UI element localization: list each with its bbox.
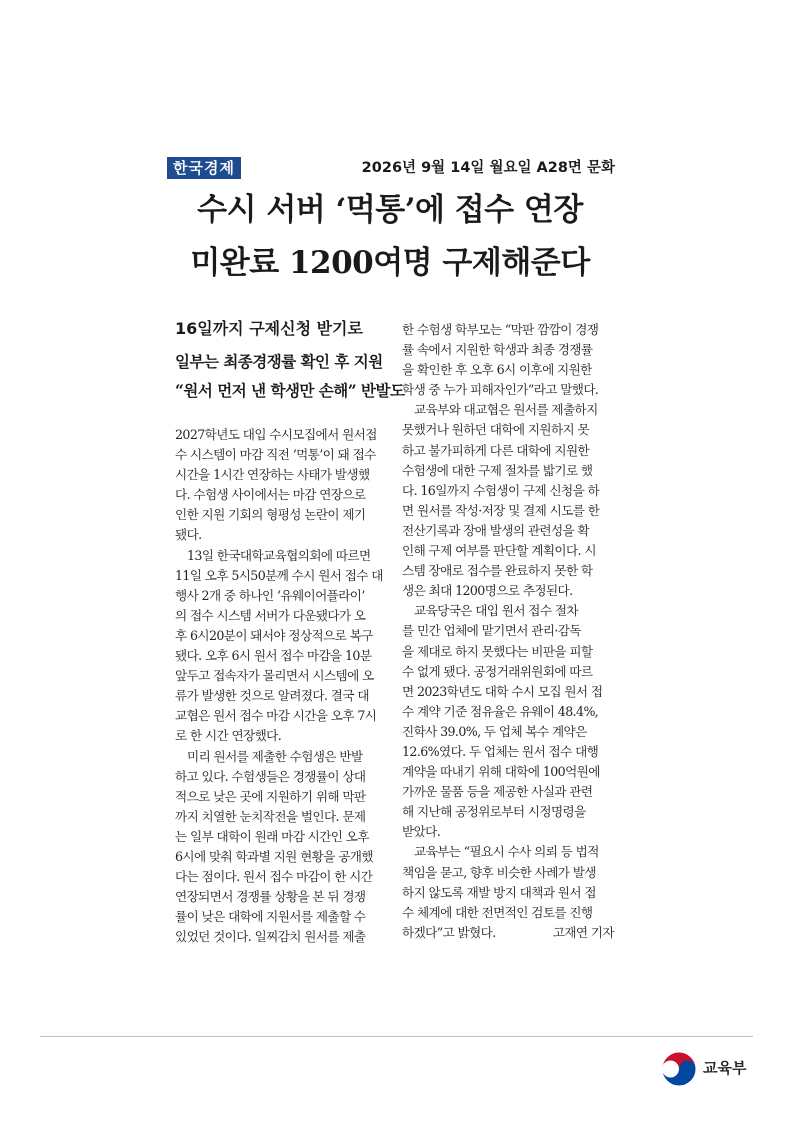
article-line: 시간을 1시간 연장하는 사태가 발생했: [175, 467, 370, 483]
article-line: 12.6%였다. 두 업체는 원서 접수 대행: [402, 743, 599, 759]
article-line: 교육부와 대교협은 원서를 제출하지: [414, 402, 598, 418]
article-line: 됐다.: [175, 527, 202, 543]
article-column-right: [402, 320, 614, 943]
article-line: 로 한 시간 연장했다.: [175, 728, 282, 744]
article-line: 해 지난해 공정위로부터 시정명령을: [402, 804, 586, 820]
article-line: 연장되면서 경쟁률 상황을 본 뒤 경쟁: [175, 889, 366, 905]
article-line: 다는 점이다. 원서 접수 마감이 한 시간: [175, 869, 373, 885]
article-line: 교협은 원서 접수 마감 시간을 오후 7시: [175, 708, 377, 724]
article-line: 류가 발생한 것으로 알려졌다. 결국 대: [175, 688, 369, 704]
headline-line-2: 미완료 1200여명 구제해준다: [190, 245, 590, 281]
taegeuk-emblem-icon: [660, 1050, 698, 1088]
article-line: 인한 지원 기회의 형평성 논란이 제기: [175, 507, 366, 523]
masthead: [167, 157, 615, 179]
article-line: 계약을 따내기 위해 대학에 100억원에: [402, 764, 600, 780]
subheading-primary: 16일까지 구제신청 받기로: [175, 319, 363, 338]
article-line: 하고 있다. 수험생들은 경쟁률이 상대: [175, 768, 366, 784]
article-line: 인해 구제 여부를 판단할 계획이다. 시: [402, 543, 596, 559]
subheading-secondary: 일부는 최종경쟁률 확인 후 지원: [175, 352, 383, 371]
article-line: 면 원서를 작성·저장 및 결제 시도를 한: [402, 502, 600, 518]
article-line: 후 6시20분이 돼서야 정상적으로 복구: [175, 627, 373, 643]
article-column-left: [175, 425, 387, 947]
article-line: 수 없게 됐다. 공정거래위원회에 따르: [402, 663, 593, 679]
dateline: 2026년 9월 14일 월요일 A28면 문화: [361, 160, 615, 176]
article-line: 까지 치열한 눈치작전을 벌인다. 문제: [175, 808, 366, 824]
article-line: [402, 923, 614, 943]
article-line: 을 확인한 후 오후 6시 이후에 지원한: [402, 362, 592, 378]
article-line: 교육당국은 대입 원서 접수 절차: [414, 603, 578, 619]
article-line: 다. 수험생 사이에서는 마감 연장으로: [175, 487, 366, 503]
article-line: 수험생에 대한 구제 절차를 밟기로 했: [402, 462, 593, 478]
article-line: 생은 최대 1200명으로 추정된다.: [402, 583, 573, 599]
article-line: 전산기록과 장애 발생의 관련성을 확: [402, 522, 590, 538]
article-closing-text: 하겠다”고 밝혔다.: [402, 924, 496, 940]
byline: 고재연 기자: [552, 924, 614, 940]
article-line: 는 일부 대학이 원래 마감 시간인 오후: [175, 828, 369, 844]
article-line: 을 제대로 하지 못했다는 비판을 피할: [402, 643, 593, 659]
article-line: 적으로 낮은 곳에 지원하기 위해 막판: [175, 788, 366, 804]
article-line: 됐다. 오후 6시 원서 접수 마감을 10분: [175, 648, 372, 664]
newspaper-logo: 한국경제: [167, 157, 241, 179]
article-line: 스템 장애로 접수를 완료하지 못한 학: [402, 563, 593, 579]
article-line: 2027학년도 대입 수시모집에서 원서접: [175, 427, 377, 442]
article-line: 6시에 맞춰 학과별 지원 현황을 공개했: [175, 848, 373, 864]
article-line: 한 수험생 학부모는 “막판 깜깜이 경쟁: [402, 322, 599, 337]
article-line: 면 2023학년도 대학 수시 모집 원서 접: [402, 683, 603, 699]
article-line: 교육부는 “필요시 수사 의뢰 등 법적: [414, 844, 599, 860]
article-line: 하지 않도록 재발 방지 대책과 원서 접: [402, 884, 596, 900]
article-line: 행사 2개 중 하나인 ‘유웨이어플라이’: [175, 587, 365, 603]
article-line: 률이 낮은 대학에 지원서를 제출할 수: [175, 909, 366, 925]
article-line: 있었던 것이다. 일찌감치 원서를 제출: [175, 929, 366, 945]
article-line: 학생 중 누가 피해자인가”라고 말했다.: [402, 382, 599, 398]
article-line: 가까운 물품 등을 제공한 사실과 관련: [402, 784, 593, 800]
article-line: 수 계약 기준 점유율은 유웨이 48.4%,: [402, 703, 599, 719]
article-line: 를 민간 업체에 맡기면서 관리·감독: [402, 623, 581, 639]
article-line: 수 시스템이 마감 직전 ‘먹통’이 돼 접수: [175, 447, 376, 463]
article-line: 11일 오후 5시50분께 수시 원서 접수 대: [175, 567, 383, 583]
article-line: 진학사 39.0%, 두 업체 복수 계약은: [402, 723, 587, 739]
article-line: 앞두고 접속자가 몰리면서 시스템에 오: [175, 668, 374, 684]
article-line: 률 속에서 지원한 학생과 최종 경쟁률: [402, 342, 593, 358]
article-line: 수 체계에 대한 전면적인 검토를 진행: [402, 904, 593, 920]
footer-divider: [40, 1036, 753, 1037]
article-line: 13일 한국대학교육협의회에 따르면: [187, 547, 371, 563]
headline-line-1: 수시 서버 ‘먹통’에 접수 연장: [197, 192, 583, 228]
ministry-name: 교육부: [703, 1059, 747, 1077]
subheading-tertiary: “원서 먼저 낸 학생만 손해” 반발도: [175, 381, 405, 400]
article-line: 다. 16일까지 수험생이 구제 신청을 하: [402, 482, 600, 498]
article-line: 미리 원서를 제출한 수험생은 반발: [187, 748, 363, 764]
article-line: 못했거나 원하던 대학에 지원하지 못: [402, 422, 590, 438]
article-line: 책임을 묻고, 향후 비슷한 사례가 발생: [402, 864, 596, 880]
article-line: 의 접수 시스템 서버가 다운됐다가 오: [175, 607, 366, 623]
article-line: 받았다.: [402, 824, 441, 840]
article-line: 하고 불가피하게 다른 대학에 지원한: [402, 442, 590, 458]
